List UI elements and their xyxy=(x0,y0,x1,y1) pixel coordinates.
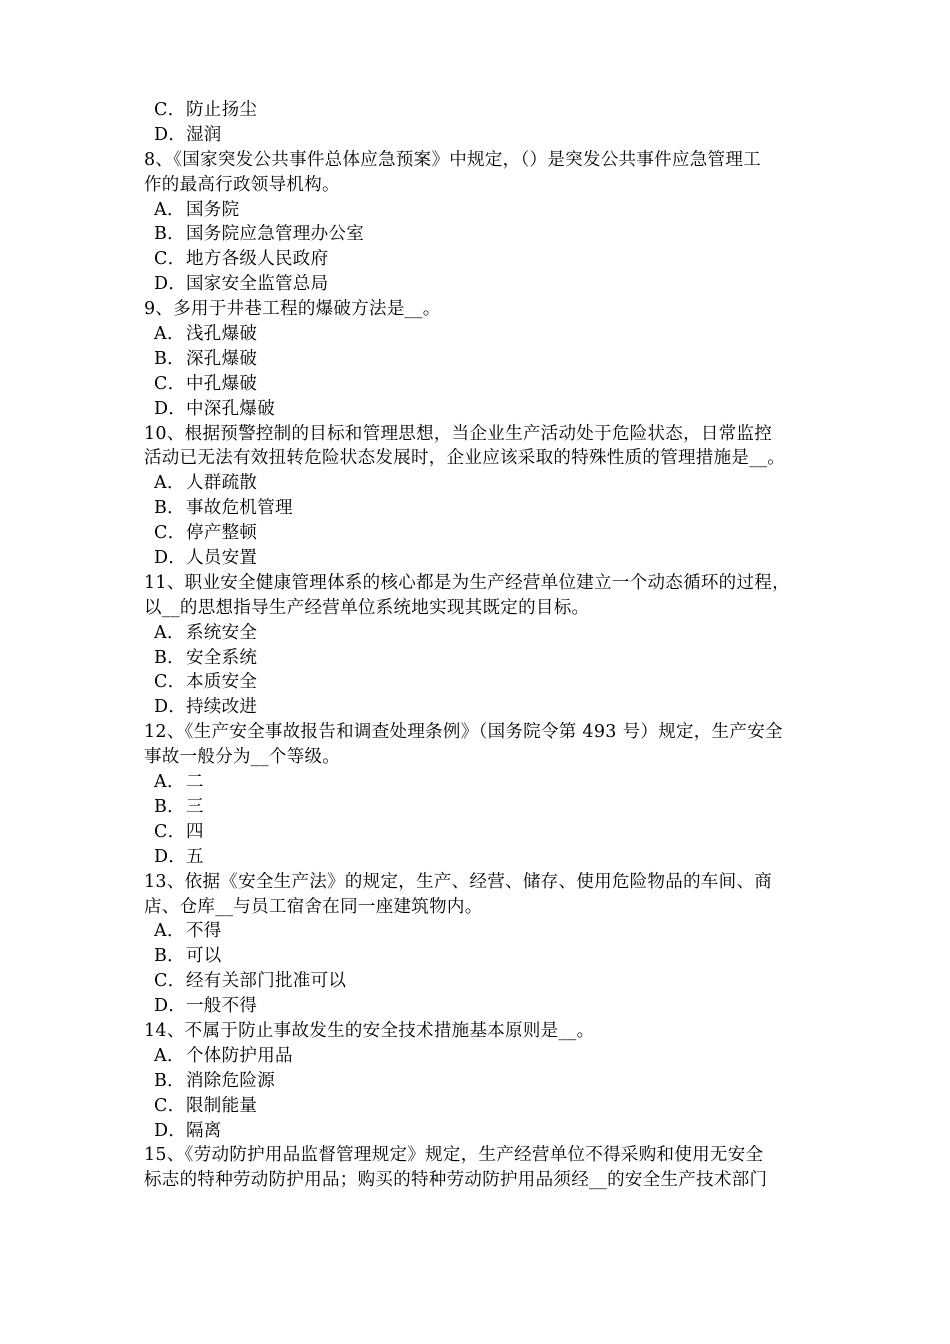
answer-option xyxy=(144,944,824,969)
answer-option xyxy=(144,670,824,695)
option-letter: C． xyxy=(154,821,186,842)
answer-option xyxy=(144,1119,824,1144)
option-text: 安全系统 xyxy=(186,647,258,668)
answer-option xyxy=(144,521,824,546)
option-text: 地方各级人民政府 xyxy=(186,249,329,270)
option-letter: C． xyxy=(154,249,186,270)
option-letter: A． xyxy=(154,921,185,942)
option-letter: D． xyxy=(154,996,187,1017)
document-page xyxy=(144,98,824,1193)
option-text: 限制能量 xyxy=(186,1095,258,1116)
option-letter: D． xyxy=(154,124,187,145)
answer-option xyxy=(144,621,824,646)
option-text: 本质安全 xyxy=(186,672,258,693)
answer-option xyxy=(144,695,824,720)
answer-option xyxy=(144,247,824,272)
option-letter: A． xyxy=(154,324,185,345)
option-letter: B． xyxy=(154,498,185,519)
option-letter: D． xyxy=(154,697,187,718)
question-text-line: 14、不属于防止事故发生的安全技术措施基本原则是__。 xyxy=(144,1020,595,1041)
option-text: 防止扬尘 xyxy=(186,100,258,120)
option-text: 经有关部门批准可以 xyxy=(186,971,347,992)
option-letter: B． xyxy=(154,647,185,668)
question-text-line: 12、《生产安全事故报告和调查处理条例》（国务院令第 493 号）规定，生产安全 xyxy=(144,722,783,743)
answer-option xyxy=(144,496,824,521)
option-text: 可以 xyxy=(186,946,222,967)
question-text-line: 以__的思想指导生产经营单位系统地实现其既定的目标。 xyxy=(144,597,590,618)
option-text: 国家安全监管总局 xyxy=(186,274,329,295)
option-letter: D． xyxy=(154,398,187,419)
answer-option xyxy=(144,1094,824,1119)
option-letter: A． xyxy=(154,622,185,643)
answer-option xyxy=(144,994,824,1019)
option-text: 事故危机管理 xyxy=(186,498,293,519)
option-text: 三 xyxy=(186,796,204,817)
option-letter: B． xyxy=(154,224,185,245)
option-text: 国务院 xyxy=(186,199,240,220)
question-text-line: 店、仓库__与员工宿舍在同一座建筑物内。 xyxy=(144,896,483,917)
option-text: 人员安置 xyxy=(186,548,258,569)
option-letter: D． xyxy=(154,1120,187,1141)
option-letter: B． xyxy=(154,796,185,817)
option-letter: A． xyxy=(154,473,185,494)
option-letter: B． xyxy=(154,1070,185,1091)
option-text: 一般不得 xyxy=(186,996,258,1017)
answer-option xyxy=(144,1069,824,1094)
option-text: 二 xyxy=(186,772,204,793)
option-letter: C． xyxy=(154,672,186,693)
answer-option xyxy=(144,546,824,571)
option-letter: A． xyxy=(154,1045,185,1066)
answer-option xyxy=(144,198,824,223)
option-letter: C． xyxy=(154,523,186,544)
question-text-line: 15、《劳动防护用品监督管理规定》规定，生产经营单位不得采购和使用无安全 xyxy=(144,1145,764,1166)
answer-option xyxy=(144,919,824,944)
question-text-line: 活动已无法有效扭转危险状态发展时，企业应该采取的特殊性质的管理措施是__。 xyxy=(144,448,786,469)
answer-option xyxy=(144,322,824,347)
question-text-line: 标志的特种劳动防护用品；购买的特种劳动防护用品须经__的安全生产技术部门 xyxy=(144,1170,768,1191)
option-text: 中深孔爆破 xyxy=(186,398,275,419)
answer-option xyxy=(144,471,824,496)
option-letter: B． xyxy=(154,946,185,967)
answer-option xyxy=(144,272,824,297)
answer-option xyxy=(144,1044,824,1069)
option-text: 系统安全 xyxy=(186,622,258,643)
answer-option xyxy=(144,347,824,372)
answer-option xyxy=(144,820,824,845)
answer-option xyxy=(144,397,824,422)
option-letter: C． xyxy=(154,100,186,120)
option-letter: A． xyxy=(154,199,185,220)
option-letter: D． xyxy=(154,846,187,867)
answer-option xyxy=(144,969,824,994)
question-text-line: 11、职业安全健康管理体系的核心都是为生产经营单位建立一个动态循环的过程， xyxy=(144,572,790,593)
option-text: 不得 xyxy=(186,921,222,942)
answer-option xyxy=(144,646,824,671)
option-letter: A． xyxy=(154,772,185,793)
answer-option xyxy=(144,795,824,820)
question-text-line: 8、《国家突发公共事件总体应急预案》中规定，（）是突发公共事件应急管理工 xyxy=(144,149,761,170)
option-letter: C． xyxy=(154,1095,186,1116)
answer-option xyxy=(144,222,824,247)
option-text: 个体防护用品 xyxy=(186,1045,293,1066)
option-text: 持续改进 xyxy=(186,697,258,718)
option-letter: C． xyxy=(154,373,186,394)
option-text: 湿润 xyxy=(186,124,222,145)
option-text: 四 xyxy=(186,821,204,842)
option-text: 中孔爆破 xyxy=(186,373,258,394)
answer-option xyxy=(144,98,824,123)
answer-option xyxy=(144,770,824,795)
answer-option xyxy=(144,845,824,870)
question-text-line: 9、多用于井巷工程的爆破方法是__。 xyxy=(144,299,441,320)
question-text-line: 10、根据预警控制的目标和管理思想，当企业生产活动处于危险状态，日常监控 xyxy=(144,423,773,444)
option-text: 浅孔爆破 xyxy=(186,324,258,345)
option-text: 深孔爆破 xyxy=(186,348,258,369)
question-text-line: 13、依据《安全生产法》的规定，生产、经营、储存、使用危险物品的车间、商 xyxy=(144,871,773,892)
question-text-line: 事故一般分为__个等级。 xyxy=(144,747,341,768)
option-text: 五 xyxy=(186,846,204,867)
option-text: 人群疏散 xyxy=(186,473,258,494)
answer-option xyxy=(144,372,824,397)
option-text: 消除危险源 xyxy=(186,1070,275,1091)
option-letter: C． xyxy=(154,971,186,992)
question-text-line: 作的最高行政领导机构。 xyxy=(144,174,340,195)
option-letter: D． xyxy=(154,548,187,569)
option-letter: D． xyxy=(154,274,187,295)
option-text: 国务院应急管理办公室 xyxy=(186,224,364,245)
option-text: 隔离 xyxy=(186,1120,222,1141)
answer-option xyxy=(144,123,824,148)
option-text: 停产整顿 xyxy=(186,523,258,544)
option-letter: B． xyxy=(154,348,185,369)
